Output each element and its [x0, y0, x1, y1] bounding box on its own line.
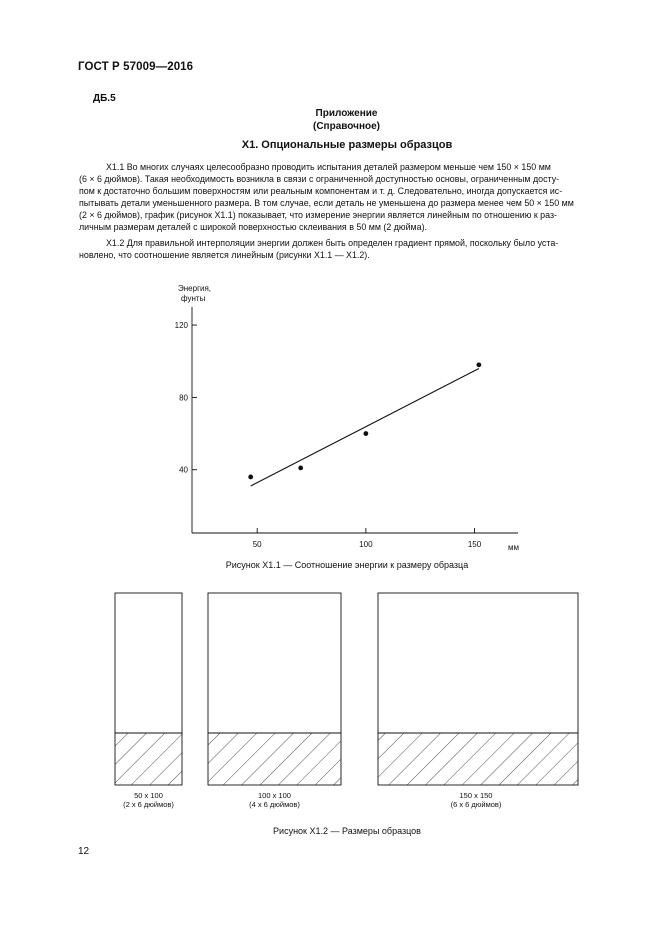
section-number: ДБ.5: [93, 93, 116, 104]
paragraph-line: X1.1 Во многих случаях целесообразно проводить испытания деталей размером меньше чем 150 × 150 мм: [106, 162, 551, 172]
y-tick-label: 40: [179, 465, 188, 475]
paragraph-line: (6 × 6 дюймов). Такая необходимость возникла в связи с ограниченной доступностью основы, ограниченным досту-: [79, 173, 560, 184]
sample-size-label: 150 x 150: [459, 791, 493, 800]
trend-line: [251, 368, 479, 486]
paragraph-line: личным размерам деталей с широкой поверхностью склеивания в 50 мм (2 дюйма).: [79, 221, 427, 232]
paragraph-line: (2 × 6 дюймов), график (рисунок X1.1) показывает, что измерение энергии является линейным по отношению к раз-: [79, 209, 557, 220]
sample-inches-label: (2 x 6 дюймов): [123, 800, 174, 809]
document-header: ГОСТ Р 57009—2016: [78, 61, 194, 73]
appendix-heading: X1. Опциональные размеры образцов: [241, 139, 453, 151]
paragraph-line: X1.2 Для правильной интерполяции энергии должен быть определен градиент прямой, поскольку было уста-: [106, 238, 559, 248]
data-points: [248, 362, 481, 479]
data-point: [298, 466, 303, 471]
appendix-title: Приложение: [315, 108, 378, 119]
y-axis-label-line1: Энергия,: [178, 284, 212, 293]
x-ticks: [253, 528, 482, 549]
figure-caption-x1-2: Рисунок X1.2 — Размеры образцов: [273, 826, 421, 836]
energy-size-chart: [150, 275, 550, 560]
y-tick-label: 80: [179, 393, 188, 403]
appendix-subtitle: (Справочное): [313, 121, 380, 132]
sample-size-label: 50 x 100: [134, 791, 163, 800]
sample-50x100: [115, 593, 182, 809]
x-tick-label: 100: [359, 540, 373, 549]
paragraph-line: пытывать детали уменьшенного размера. В том случае, если деталь не уменьшена до размера менее чем 50 × 150 мм: [79, 197, 574, 208]
data-point: [476, 362, 481, 367]
x-tick-label: 150: [467, 540, 482, 549]
x-tick-label: 50: [252, 540, 262, 549]
sample-sizes-figure: [0, 585, 661, 820]
data-point: [248, 475, 253, 480]
x-axis-label: мм: [508, 543, 519, 552]
page-number: 12: [78, 846, 90, 857]
y-tick-label: 120: [174, 321, 188, 331]
paragraph-x1-1: [79, 162, 613, 233]
y-axis-label-line2: фунты: [181, 294, 206, 303]
paragraph-x1-2: [79, 238, 613, 262]
sample-size-label: 100 x 100: [258, 791, 291, 800]
sample-inches-label: (4 x 6 дюймов): [249, 800, 300, 809]
data-point: [363, 431, 368, 436]
paragraph-line: новлено, что соотношение является линейным (рисунки X1.1 — X1.2).: [79, 249, 370, 260]
figure-caption-x1-1: Рисунок X1.1 — Соотношение энергии к размеру образца: [225, 560, 469, 570]
sample-inches-label: (6 x 6 дюймов): [450, 800, 502, 809]
paragraph-line: пом к достаточно большим поверхностям или реальным компонентам и т. д. Следовательно, иногда допускается ис-: [79, 185, 563, 196]
sample-150x150: [378, 593, 578, 809]
y-ticks: [175, 321, 197, 475]
sample-100x100: [208, 593, 341, 809]
appendix-title-block: [0, 107, 661, 133]
